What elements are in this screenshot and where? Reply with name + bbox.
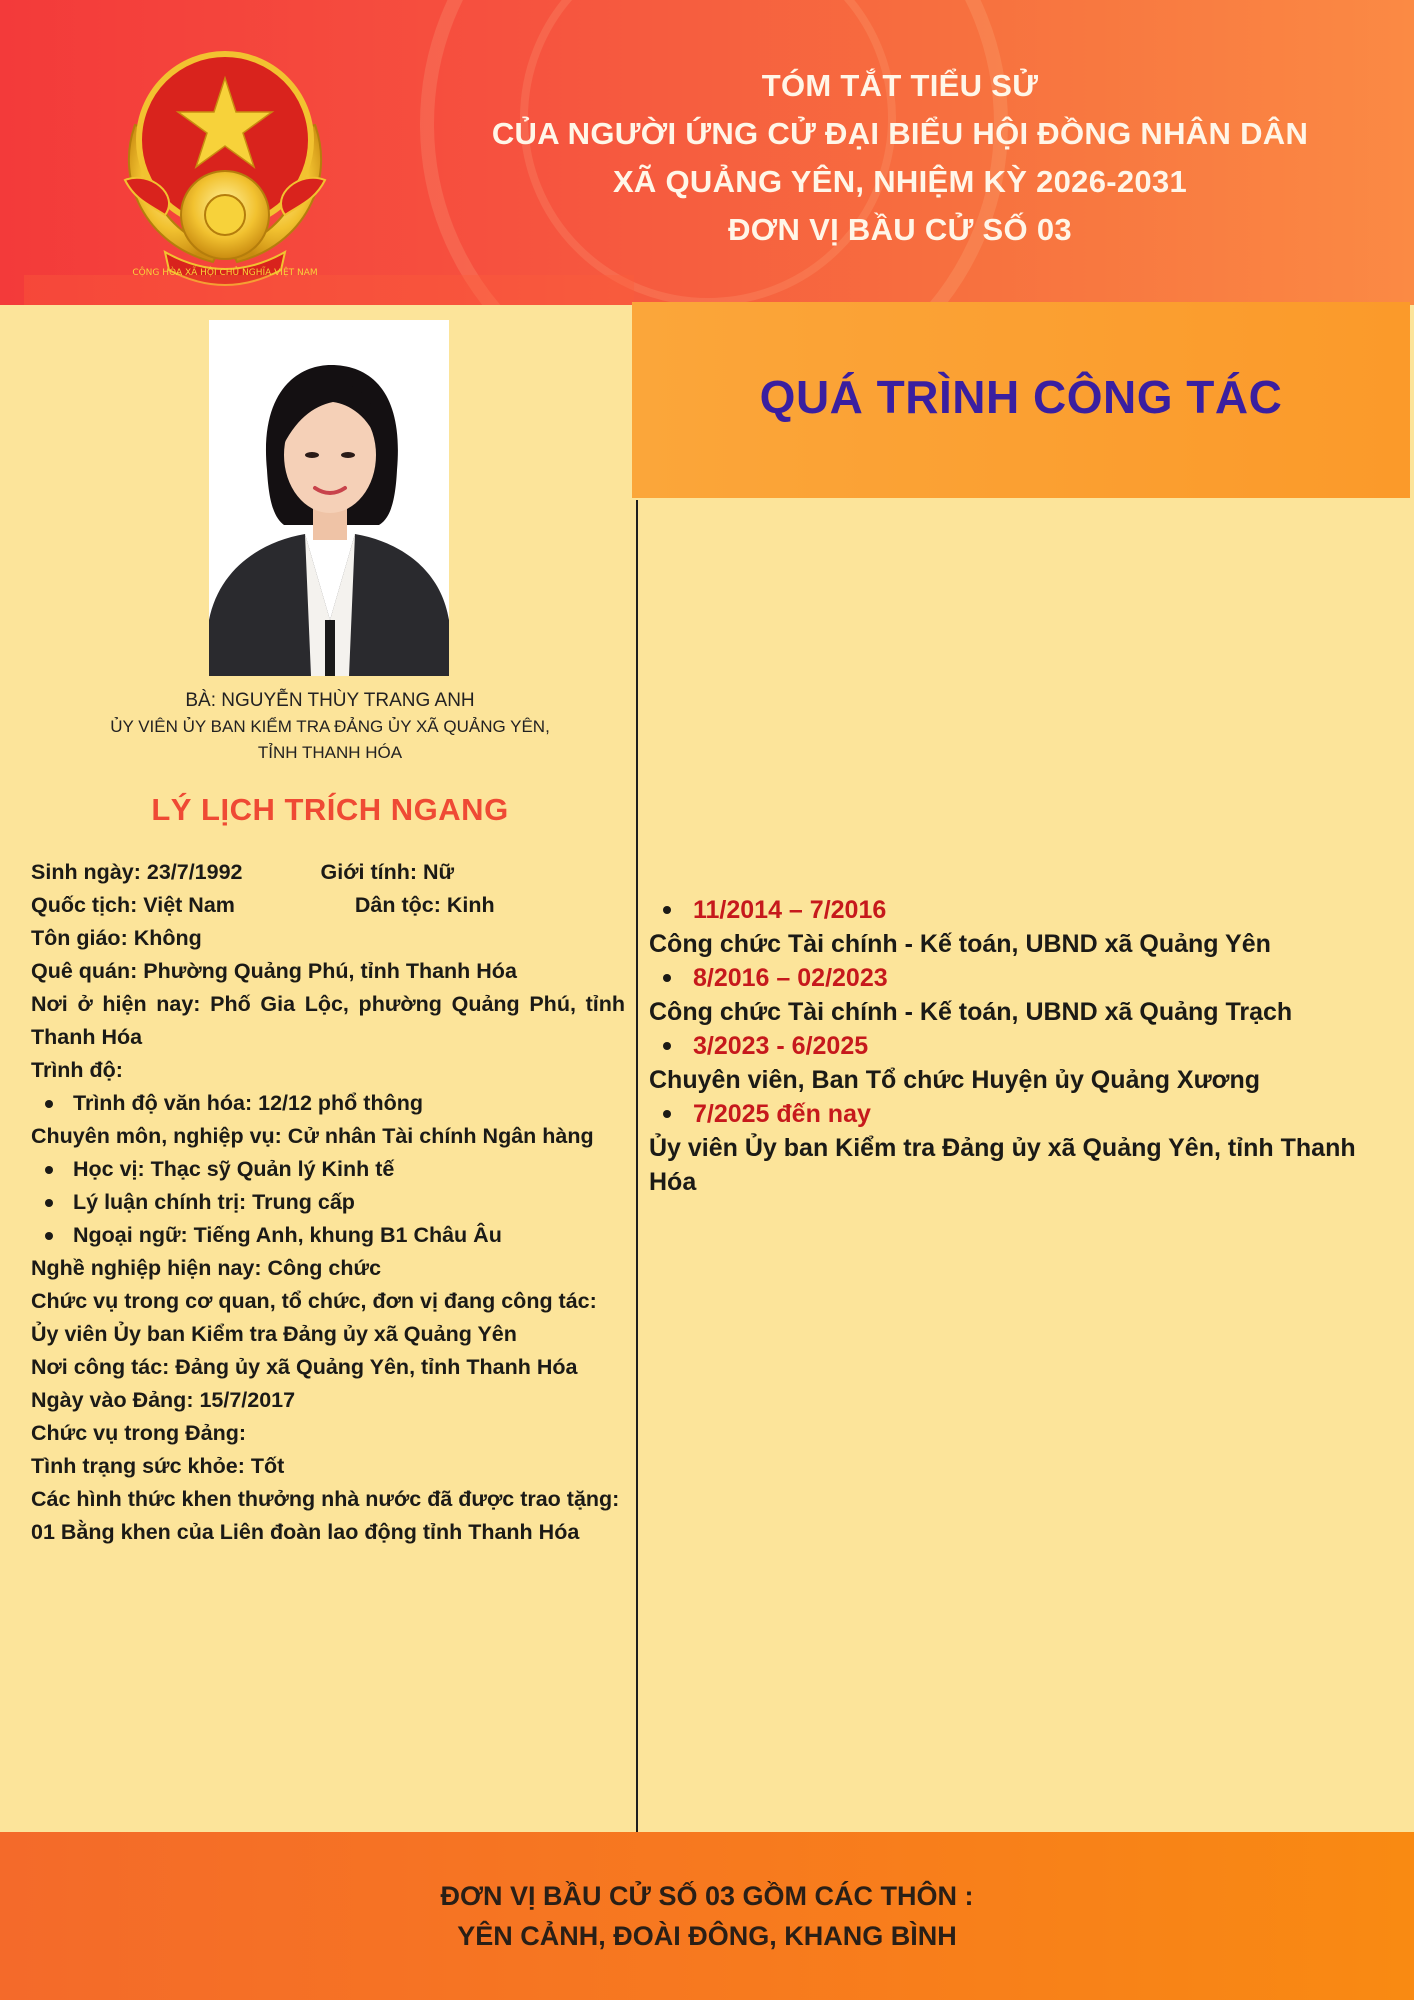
bio-details	[31, 856, 625, 1549]
bio-religion: Tôn giáo: Không	[31, 926, 202, 950]
candidate-position: ỦY VIÊN ỦY BAN KIỂM TRA ĐẢNG ỦY XÃ QUẢNG YÊN,	[110, 717, 550, 736]
work-period: 3/2023 - 6/2025	[649, 1029, 1389, 1063]
footer-line-1: ĐƠN VỊ BẦU CỬ SỐ 03 GỒM CÁC THÔN :	[440, 1881, 974, 1911]
bio-office-value: Ủy viên Ủy ban Kiểm tra Đảng ủy xã Quảng Yên	[31, 1322, 517, 1346]
work-period: 8/2016 – 02/2023	[649, 961, 1389, 995]
header-strip-decoration	[24, 275, 634, 305]
work-description: Công chức Tài chính - Kế toán, UBND xã Quảng Yên	[649, 930, 1271, 958]
header-title	[430, 62, 1370, 254]
bio-residence: Nơi ở hiện nay: Phố Gia Lộc, phường Quảng Phú, tỉnh Thanh Hóa	[31, 992, 625, 1049]
bio-nationality: Quốc tịch: Việt Nam	[31, 893, 235, 917]
bio-awards-label: Các hình thức khen thưởng nhà nước đã được trao tặng:	[31, 1487, 620, 1511]
bio-foreign-language: Ngoại ngữ: Tiếng Anh, khung B1 Châu Âu	[31, 1219, 625, 1252]
bio-party-position: Chức vụ trong Đảng:	[31, 1421, 247, 1445]
work-description: Chuyên viên, Ban Tổ chức Huyện ủy Quảng Xương	[649, 1066, 1260, 1094]
header-banner	[0, 0, 1414, 305]
header-title-line-3: XÃ QUẢNG YÊN, NHIỆM KỲ 2026-2031	[612, 164, 1188, 199]
work-history-header	[632, 302, 1410, 498]
work-history-title: QUÁ TRÌNH CÔNG TÁC	[759, 371, 1283, 423]
bio-section-title: LÝ LỊCH TRÍCH NGANG	[151, 792, 509, 827]
bio-education-label: Trình độ:	[31, 1058, 123, 1082]
column-divider	[636, 500, 638, 1832]
candidate-position-line-2: TỈNH THANH HÓA	[257, 743, 403, 762]
work-period: 11/2014 – 7/2016	[649, 893, 1389, 927]
bio-specialty: Chuyên môn, nghiệp vụ: Cử nhân Tài chính Ngân hàng	[31, 1124, 594, 1148]
footer-text	[0, 1876, 1414, 1956]
bio-birth: Sinh ngày: 23/7/1992	[31, 860, 243, 884]
bio-row-birth-gender	[31, 856, 625, 889]
bio-ethnicity: Dân tộc: Kinh	[354, 893, 495, 917]
bio-hometown: Quê quán: Phường Quảng Phú, tỉnh Thanh Hóa	[31, 959, 517, 983]
bio-gender: Giới tính: Nữ	[320, 860, 455, 884]
footer-banner	[0, 1832, 1414, 2000]
emblem-inscription: CỘNG HÒA XÃ HỘI CHỦ NGHĨA VIỆT NAM	[132, 268, 318, 278]
candidate-photo	[209, 320, 449, 676]
header-title-line-4: ĐƠN VỊ BẦU CỬ SỐ 03	[728, 212, 1072, 247]
work-description: Ủy viên Ủy ban Kiểm tra Đảng ủy xã Quảng Yên, tỉnh Thanh Hóa	[649, 1134, 1356, 1196]
national-emblem-icon	[95, 30, 355, 290]
work-period: 7/2025 đến nay	[649, 1097, 1389, 1131]
bio-education-general: Trình độ văn hóa: 12/12 phổ thông	[31, 1087, 625, 1120]
bio-party-join: Ngày vào Đảng: 15/7/2017	[31, 1388, 296, 1412]
bio-political-theory: Lý luận chính trị: Trung cấp	[31, 1186, 625, 1219]
work-description: Công chức Tài chính - Kế toán, UBND xã Quảng Trạch	[649, 998, 1293, 1026]
header-title-line-1: TÓM TẮT TIỂU SỬ	[761, 68, 1039, 103]
portrait-illustration	[209, 320, 449, 676]
bio-degree: Học vị: Thạc sỹ Quản lý Kinh tế	[31, 1153, 625, 1186]
bio-workplace: Nơi công tác: Đảng ủy xã Quảng Yên, tỉnh Thanh Hóa	[31, 1355, 578, 1379]
bio-row-nationality-ethnicity	[31, 889, 625, 922]
bio-occupation: Nghề nghiệp hiện nay: Công chức	[31, 1256, 382, 1280]
bio-awards-value: 01 Bằng khen của Liên đoàn lao động tỉnh Thanh Hóa	[31, 1520, 580, 1544]
candidate-caption	[30, 688, 630, 766]
bio-office-label: Chức vụ trong cơ quan, tổ chức, đơn vị đang công tác:	[31, 1289, 597, 1313]
header-title-line-2: CỦA NGƯỜI ỨNG CỬ ĐẠI BIỂU HỘI ĐỒNG NHÂN DÂN	[491, 116, 1309, 151]
candidate-name: BÀ: NGUYỄN THÙY TRANG ANH	[185, 690, 475, 711]
footer-line-2: YÊN CẢNH, ĐOÀI ĐÔNG, KHANG BÌNH	[457, 1921, 957, 1951]
work-history-list	[649, 893, 1389, 1199]
bio-health: Tình trạng sức khỏe: Tốt	[31, 1454, 285, 1478]
